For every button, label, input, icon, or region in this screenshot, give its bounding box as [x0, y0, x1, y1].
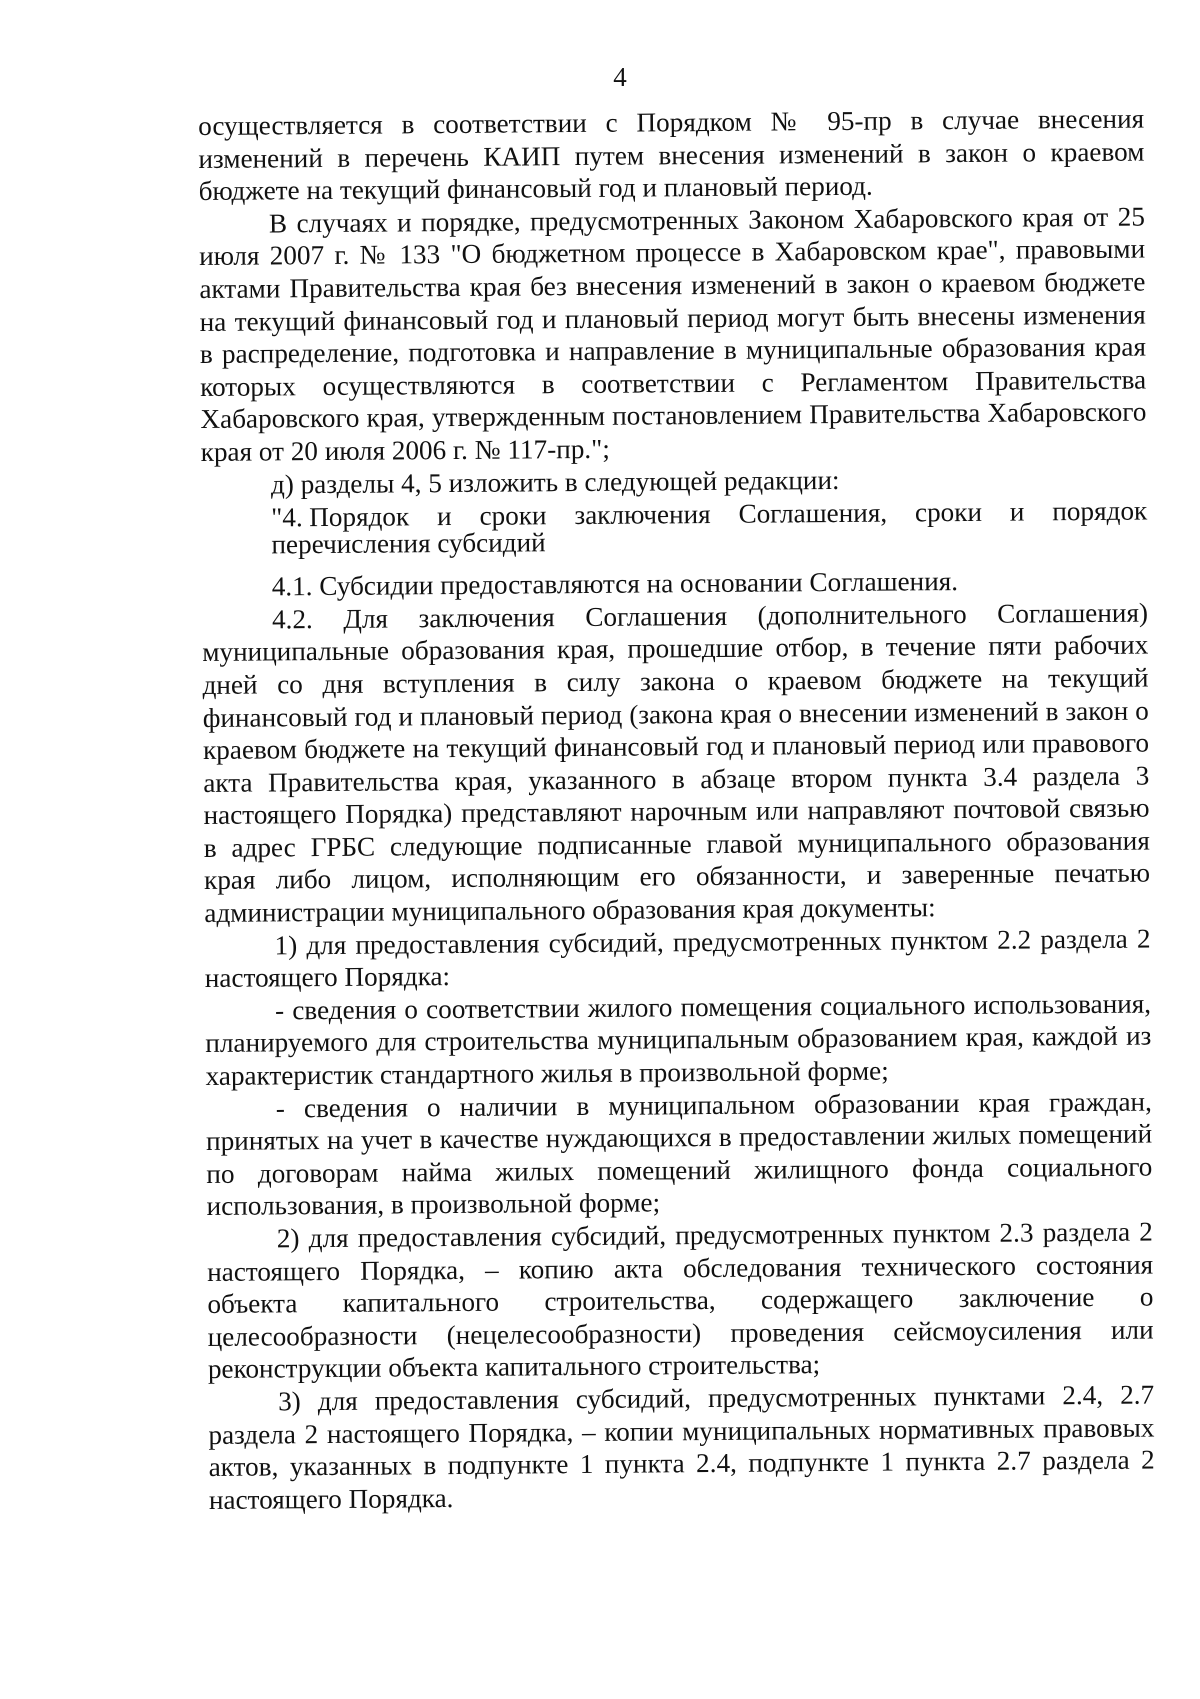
- paragraph-amendment-d: д) разделы 4, 5 изложить в следующей редакции:: [270, 464, 840, 499]
- paragraph-item-3: 3) для предоставления субсидий, предусмотренных пунктами 2.4, 2.7 раздела 2 настоящего Порядка, – копии муниципальных нормативных правовых актов, указанных в подпункте 1 пункта 2.4, подпункте 1 пункта 2.7 раздела 2 настоящего Порядка.: [208, 1379, 1155, 1515]
- section-heading-number: "4.: [271, 502, 303, 533]
- paragraph-item-1: 1) для предоставления субсидий, предусмотренных пунктом 2.2 раздела 2 настоящего Порядка:: [204, 923, 1151, 994]
- section-heading: [201, 495, 1148, 560]
- paragraph-4-1: 4.1. Субсидии предоставляются на основании Соглашения.: [271, 566, 959, 602]
- paragraph-4-2: 4.2. Для заключения Соглашения (дополнительного Соглашения) муниципальные образования края, прошедшие отбор, в течение пяти рабочих дней со дня вступления в силу закона о краевом бюджете на текущий финансовый год и плановый период (закона края о внесении изменений в закон о краевом бюджете на текущий финансовый год и плановый период или правового акта Правительства края, указанного в абзаце втором пункта 3.4 раздела 3 настоящего Порядка) представляют нарочным или направляют почтовой связью в адрес ГРБС следующие подписанные главой муниципального образования края либо лицом, исполняющим его обязанности, и заверенные печатью администрации муниципального образования края документы:: [202, 597, 1151, 929]
- paragraph-bullet-housing: - сведения о соответствии жилого помещения социального использования, планируемого для строительства муниципальным образованием края, каждой из характеристик стандартного жилья в произвольной форме;: [205, 988, 1152, 1092]
- page-number: 4: [613, 62, 627, 92]
- document-body: [198, 103, 1155, 1517]
- section-heading-text: Порядок и сроки заключения Соглашения, сроки и порядок перечисления субсидий: [271, 495, 1148, 560]
- paragraph-budget-law: В случаях и порядке, предусмотренных Законом Хабаровского края от 25 июля 2007 г. № 133 "О бюджетном процессе в Хабаровском крае", правовыми актами Правительства края без внесения изменений в закон о краевом бюджете на текущий финансовый год и плановый период могут быть внесены изменения в распределение, подготовка и направление в муниципальные образования края которых осуществляются в соответствии с Регламентом Правительства Хабаровского края, утвержденным постановлением Правительства Хабаровского края от 20 июля 2006 г. № 117-пр.";: [199, 201, 1147, 467]
- paragraph-item-2: 2) для предоставления субсидий, предусмотренных пунктом 2.3 раздела 2 настоящего Порядка, – копию акта обследования технического состояния объекта капитального строительства, содержащего заключение о целесообразности (нецелесообразности) проведения сейсмоусиления или реконструкции объекта капитального строительства;: [207, 1216, 1154, 1385]
- paragraph-bullet-citizens: - сведения о наличии в муниципальном образовании края граждан, принятых на учет в качестве нуждающихся в предоставлении жилых помещений по договорам найма жилых помещений жилищного фонда социального использования, в произвольной форме;: [205, 1086, 1153, 1222]
- paragraph-continuation: осуществляется в соответствии с Порядком № 95-пр в случае внесения изменений в перечень КАИП путем внесения изменений в закон о краевом бюджете на текущий финансовый год и плановый период.: [198, 103, 1145, 207]
